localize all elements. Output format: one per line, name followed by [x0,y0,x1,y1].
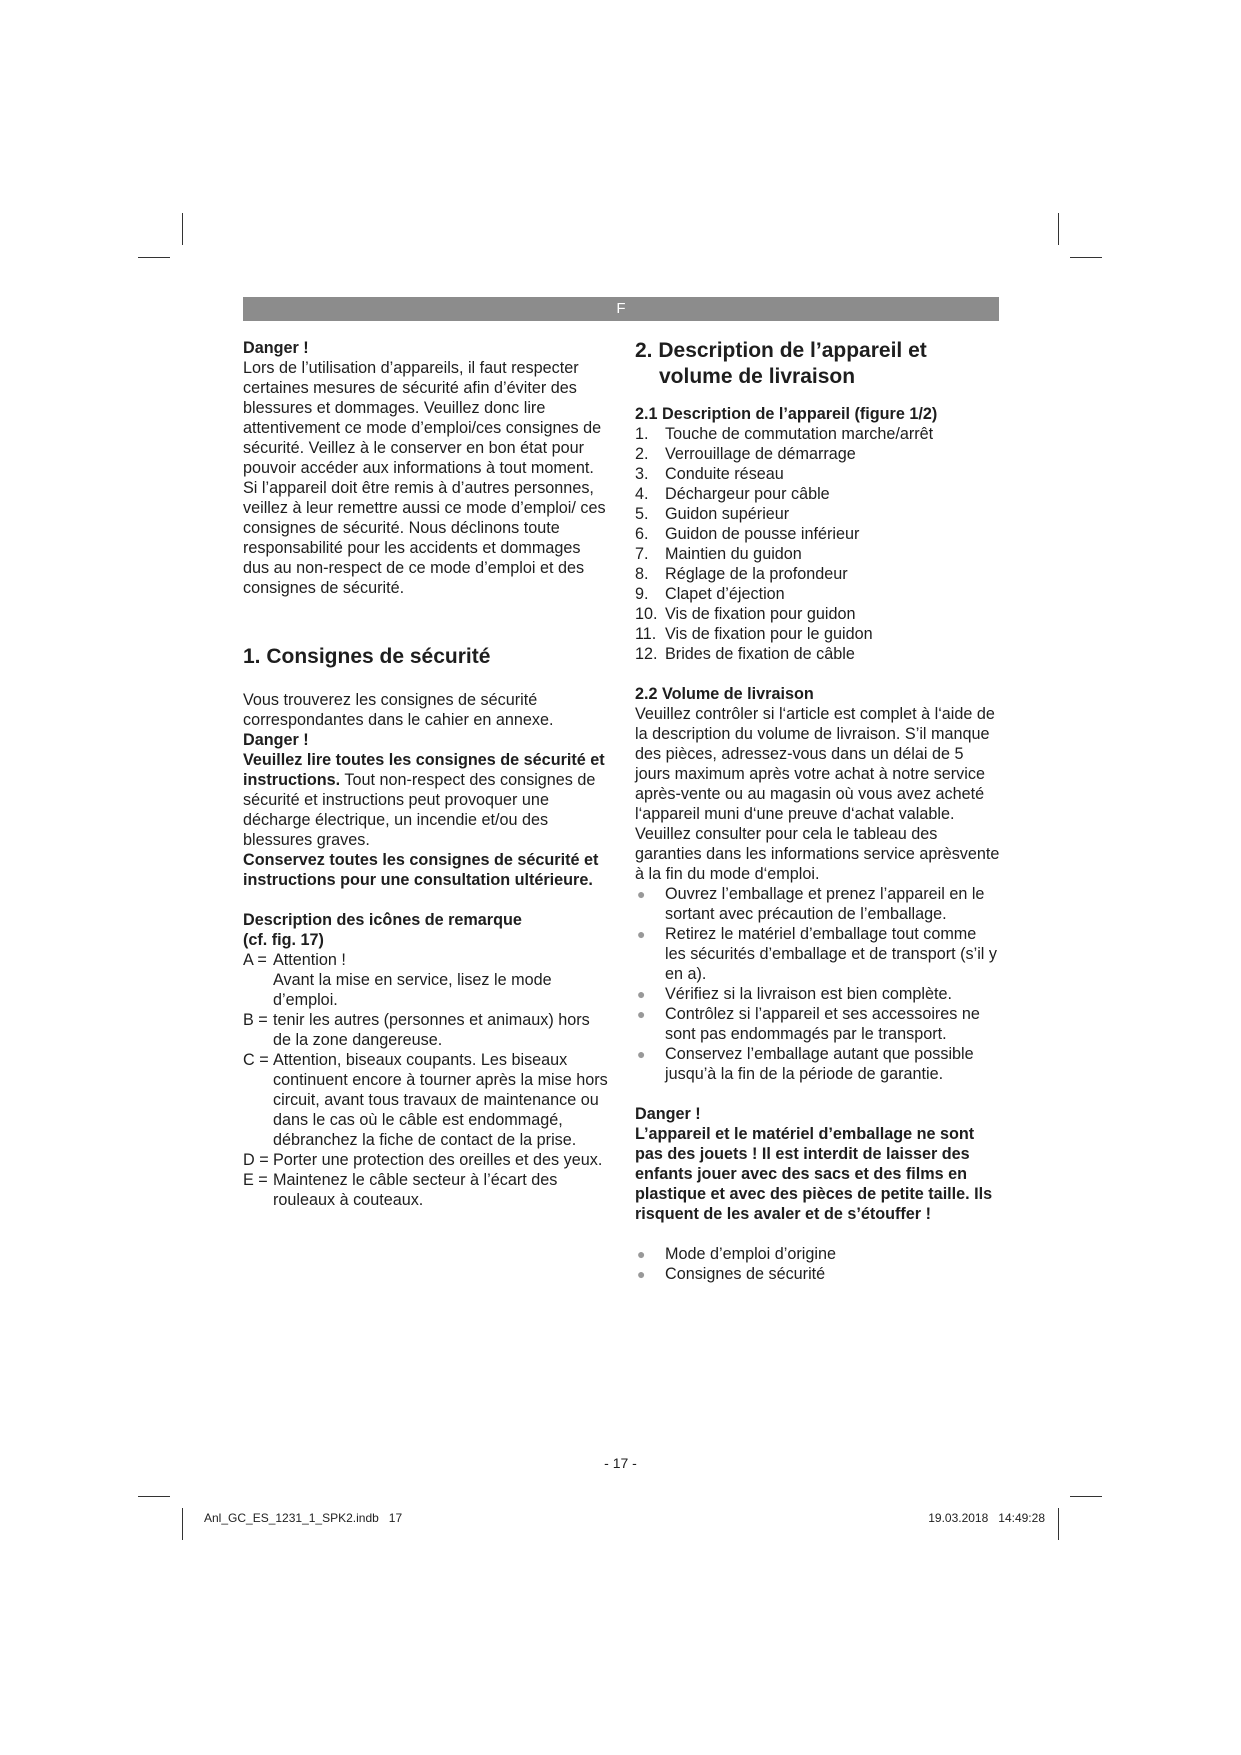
subsection-2-2-title: 2.2 Volume de livraison [635,685,814,703]
icon-item [243,1150,608,1170]
list-item [635,884,1000,924]
icon-description-list [243,950,608,1210]
list-item [635,1244,1000,1264]
crop-mark [182,1508,183,1540]
list-item-text: Retirez le matériel d’emballage tout comme les sécurités d’emballage et de transport (s’il y en a). [665,925,997,983]
crop-mark [1070,257,1102,258]
danger-keep-text: Conservez toutes les consignes de sécurité et instructions pour une consultation ultérieure. [243,851,599,889]
list-item-number: 2. [635,445,649,463]
list-item-number: 4. [635,485,649,503]
list-item-text: Déchargeur pour câble [665,485,830,503]
list-item-text: Ouvrez l’emballage et prenez l’appareil en le sortant avec précaution de l’emballage. [665,885,985,923]
bullet-icon: ● [637,1246,646,1262]
bullet-icon: ● [637,886,646,902]
icon-item-label [243,970,273,1010]
list-item-text: Brides de fixation de câble [665,645,855,663]
crop-mark [1070,1496,1102,1497]
list-item [635,984,1000,1004]
list-item-text: Touche de commutation marche/arrêt [665,425,934,443]
list-item [635,604,1000,624]
list-item-text: Réglage de la profondeur [665,565,848,583]
list-item-text: Vis de fixation pour guidon [665,605,856,623]
language-label: F [616,300,626,317]
page-number: - 17 - [604,1455,637,1471]
icon-item-text: Porter une protection des oreilles et des yeux. [273,1151,603,1169]
list-item [635,564,1000,584]
list-item-text: Clapet d’éjection [665,585,785,603]
icon-item [243,1170,608,1210]
list-item-text: Mode d’emploi d’origine [665,1245,836,1263]
section-2-title: 2. Description de l’appareil et volume de livraison [635,339,927,388]
list-item-text: Conservez l’emballage autant que possible jusqu’à la fin de la période de garantie. [665,1045,974,1083]
icons-title-ref: (cf. fig. 17) [243,931,324,949]
list-item-number: 9. [635,585,649,603]
list-item-number: 6. [635,525,649,543]
list-item-text: Guidon de pousse inférieur [665,525,860,543]
list-item [635,484,1000,504]
list-item-number: 10. [635,605,658,623]
bullet-icon: ● [637,1006,646,1022]
list-item-text: Contrôlez si l’appareil et ses accessoires ne sont pas endommagés par le transport. [665,1005,980,1043]
file-info: Anl_GC_ES_1231_1_SPK2.indb 17 [204,1511,403,1525]
list-item [635,544,1000,564]
list-item [635,1044,1000,1084]
list-item-text: Maintien du guidon [665,545,802,563]
bullet-icon: ● [637,926,646,942]
icon-item-label: E = [243,1171,268,1189]
list-item [635,644,1000,664]
icon-item [243,950,608,970]
list-item [635,924,1000,984]
icon-item-text: Maintenez le câble secteur à l’écart des rouleaux à couteaux. [273,1171,558,1209]
crop-mark [1058,213,1059,245]
list-item-text: Verrouillage de démarrage [665,445,856,463]
icons-title: Description des icônes de remarque [243,911,522,929]
delivery-contents-list [635,1244,1000,1284]
unpacking-steps-list [635,884,1000,1084]
icon-item-text: Avant la mise en service, lisez le mode d’emploi. [273,971,552,1009]
bullet-icon: ● [637,986,646,1002]
section-1-title: 1. Consignes de sécurité [243,645,491,668]
crop-mark [138,257,170,258]
danger-title: Danger ! [243,731,309,749]
section-1-intro: Vous trouverez les consignes de sécurité correspondantes dans le cahier en annexe. [243,691,554,729]
list-item-text: Vérifiez si la livraison est bien complète. [665,985,953,1003]
list-item [635,504,1000,524]
icon-item-label: A = [243,951,267,969]
language-header-bar [243,297,999,321]
crop-mark [1058,1508,1059,1540]
list-item-number: 8. [635,565,649,583]
list-item [635,1264,1000,1284]
right-column [635,338,1000,1284]
subsection-2-2-text: Veuillez contrôler si l‘article est complet à l‘aide de la description du volume de livraison. S’il manque des pièces, adressez-vous dans un délai de 5 jours maximum après votre achat à notre service après-vente ou au magasin où vous avez acheté l‘appareil muni d‘une preuve d‘achat valable. Veuillez consulter pour cela le tableau des garanties dans les informations service aprèsvente à la fin du mode d‘emploi. [635,705,1000,883]
list-item-number: 3. [635,465,649,483]
list-item [635,584,1000,604]
icon-item [243,1010,608,1050]
icon-item-label: B = [243,1011,268,1029]
icon-item-text: Attention ! [273,951,346,969]
list-item [635,424,1000,444]
list-item-text: Vis de fixation pour le guidon [665,625,873,643]
list-item-text: Guidon supérieur [665,505,790,523]
bullet-icon: ● [637,1046,646,1062]
bullet-icon: ● [637,1266,646,1282]
danger-title: Danger ! [243,339,309,357]
list-item-text: Consignes de sécurité [665,1265,826,1283]
list-item-number: 1. [635,425,649,443]
list-item [635,1004,1000,1044]
icon-item [243,970,608,1010]
icon-item-label: D = [243,1151,269,1169]
list-item-number: 12. [635,645,658,663]
danger-instructions-bold: Veuillez lire toutes les consignes de sécurité et instructions. [243,751,605,789]
parts-list [635,424,1000,664]
icon-item-label: C = [243,1051,269,1069]
icon-item-text: tenir les autres (personnes et animaux) hors de la zone dangereuse. [273,1011,590,1049]
danger-text: Lors de l’utilisation d’appareils, il faut respecter certaines mesures de sécurité afin d’éviter des blessures et dommages. Veuillez donc lire attentivement ce mode d’emploi/ces consignes de sécurité. Veillez à le conserver en bon état pour pouvoir accéder aux informations à tout moment. Si l’appareil doit être remis à d’autres personnes, veillez à leur remettre aussi ce mode d’emploi/ ces consignes de sécurité. Nous déclinons toute responsabilité pour les accidents et dommages dus au non-respect de ce mode d’emploi et des consignes de sécurité. [243,359,606,597]
crop-mark [138,1496,170,1497]
list-item [635,524,1000,544]
danger-instructions [243,750,608,850]
list-item [635,624,1000,644]
left-column [243,338,608,1210]
crop-mark [182,213,183,245]
icon-item-text: Attention, biseaux coupants. Les biseaux continuent encore à tourner après la mise hors circuit, avant tous travaux de maintenance ou dans le cas où le câble est endommagé, débranchez la fiche de contact de la prise. [273,1051,608,1149]
subsection-2-1-title: 2.1 Description de l’appareil (figure 1/2) [635,405,938,423]
list-item-number: 11. [635,625,657,643]
list-item-number: 5. [635,505,649,523]
list-item-number: 7. [635,545,649,563]
list-item [635,464,1000,484]
list-item-text: Conduite réseau [665,465,784,483]
danger-title: Danger ! [635,1105,701,1123]
list-item [635,444,1000,464]
danger-packaging-text: L’appareil et le matériel d’emballage ne sont pas des jouets ! Il est interdit de laisser des enfants jouer avec des sacs et des films en plastique et avec des pièces de petite taille. Ils risquent de les avaler et de s’étouffer ! [635,1125,993,1223]
danger-instructions-text: Tout non-respect des consignes de sécurité et instructions peut provoquer une décharge électrique, un incendie et/ou des blessures graves. [243,771,596,849]
print-date: 19.03.2018 14:49:28 [928,1511,1045,1525]
icon-item [243,1050,608,1150]
